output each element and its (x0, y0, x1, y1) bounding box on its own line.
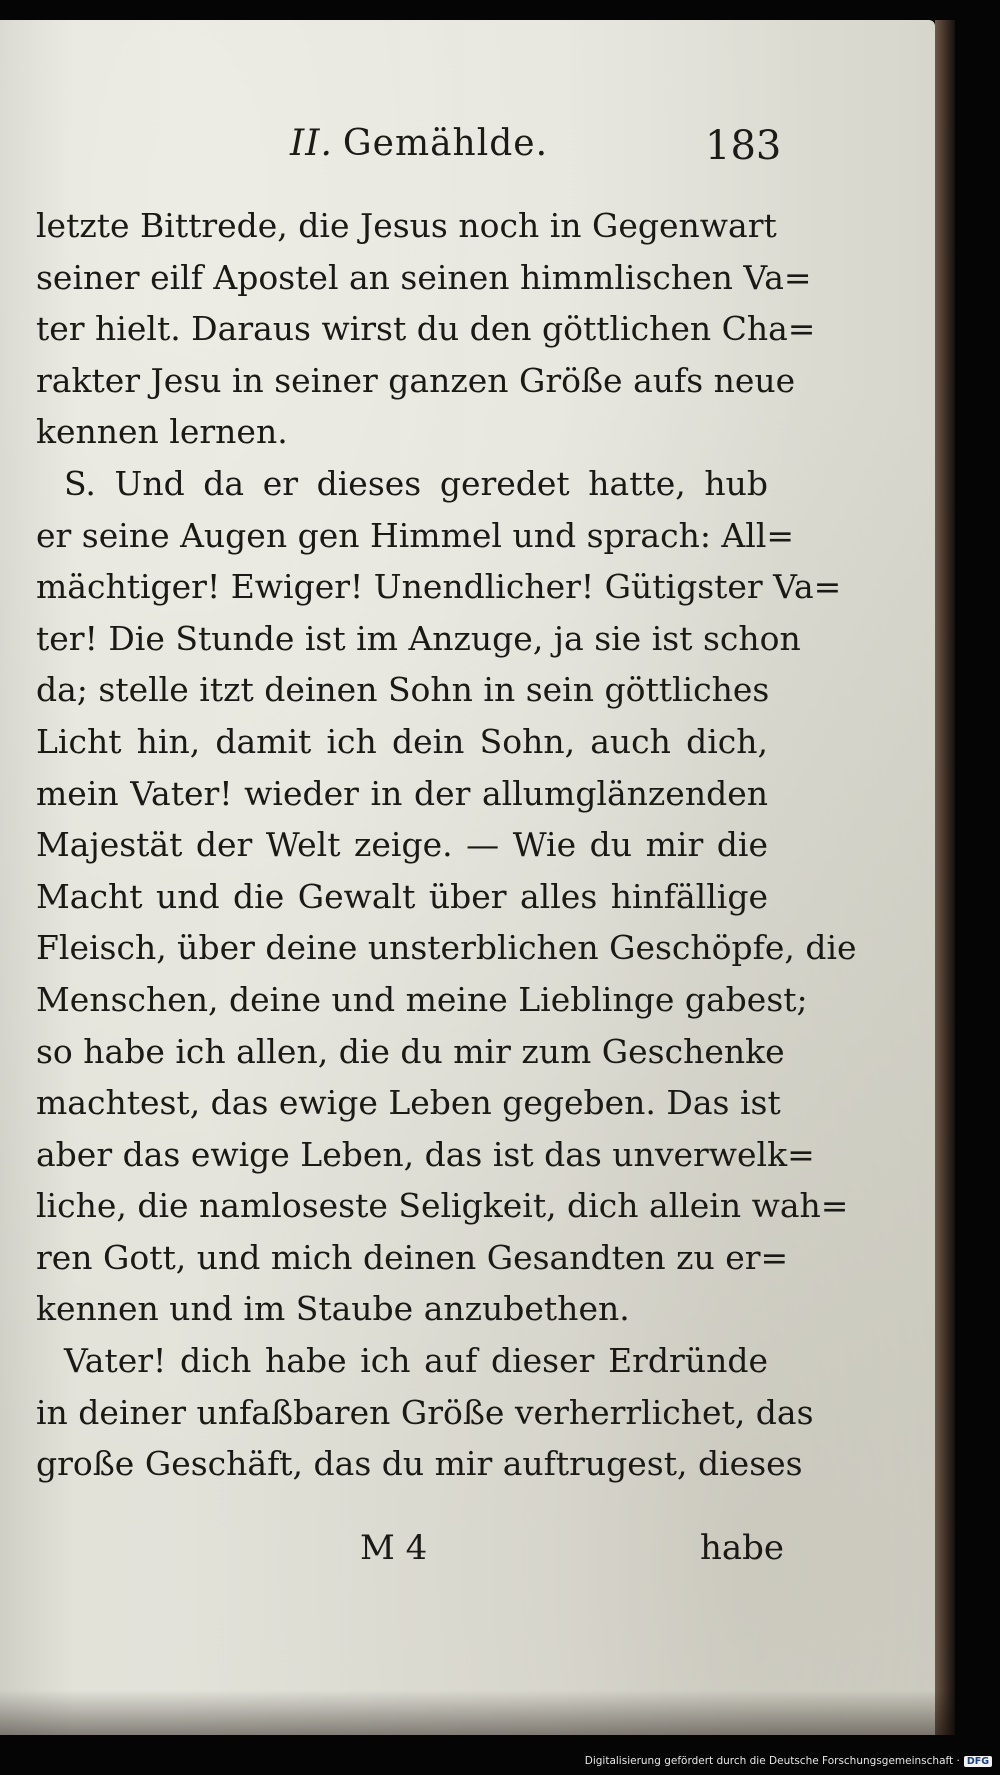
running-head (290, 123, 548, 164)
text-line: machtest, das ewige Leben gegeben. Das ist (36, 1083, 781, 1123)
text-line: in deiner unfaßbaren Größe verherrlichet, das (36, 1392, 814, 1432)
chapter-roman: II. (290, 123, 333, 164)
paragraph-2 (36, 458, 857, 1335)
text-line: er seine Augen gen Himmel und sprach: All= (36, 515, 795, 555)
paragraph-3 (36, 1335, 814, 1490)
text-line: S. Und da er dieses geredet hatte, hub (64, 463, 768, 503)
text-line: letzte Bittrede, die Jesus noch in Gegenwart (36, 206, 777, 245)
text-line: ren Gott, und mich deinen Gesandten zu er= (36, 1237, 789, 1277)
page-header (0, 123, 935, 173)
text-line: Majestät der Welt zeige. — Wie du mir die (36, 825, 768, 865)
credit-text: Digitalisierung gefördert durch die Deutsche Forschungsgemeinschaft · (584, 1755, 960, 1767)
page-edge (935, 20, 955, 1735)
digitization-credit (585, 1755, 992, 1767)
printer-signature: M 4 (360, 1528, 428, 1568)
text-line: rakter Jesu in seiner ganzen Größe aufs neue (36, 360, 796, 400)
text-line: Macht und die Gewalt über alles hinfällige (36, 876, 768, 916)
text-line: aber das ewige Leben, das ist das unverwelk= (36, 1134, 815, 1174)
body-text (36, 200, 857, 1490)
text-line: Menschen, deine und meine Lieblinge gabest; (36, 979, 808, 1019)
text-line: Licht hin, damit ich dein Sohn, auch dich, (36, 721, 768, 761)
text-line: kennen und im Staube anzubethen. (36, 1289, 630, 1329)
chapter-title: Gemählde. (342, 123, 549, 164)
page-number: 183 (705, 123, 782, 169)
text-line: Vater! dich habe ich auf dieser Erdründe (64, 1341, 768, 1381)
catchword: habe (700, 1528, 785, 1568)
page-shadow (0, 1690, 955, 1735)
text-line: so habe ich allen, die du mir zum Geschenke (36, 1031, 785, 1071)
text-line: seiner eilf Apostel an seinen himmlischen Va= (36, 257, 812, 297)
text-line: mächtiger! Ewiger! Unendlicher! Gütigster Va= (36, 567, 842, 607)
text-line: ter! Die Stunde ist im Anzuge, ja sie ist schon (36, 618, 801, 658)
dfg-logo: DFG (964, 1756, 992, 1767)
text-line: liche, die namloseste Seligkeit, dich allein wah= (36, 1186, 849, 1226)
text-line: da; stelle itzt deinen Sohn in sein göttliches (36, 670, 770, 710)
text-line: kennen lernen. (36, 412, 288, 452)
text-line: Fleisch, über deine unsterblichen Geschöpfe, die (36, 928, 857, 968)
text-line: ter hielt. Daraus wirst du den göttlichen Cha= (36, 309, 816, 349)
text-line: mein Vater! wieder in der allumglänzenden (36, 773, 768, 813)
text-line: große Geschäft, das du mir auftrugest, dieses (36, 1444, 803, 1484)
paragraph-1 (36, 200, 816, 458)
